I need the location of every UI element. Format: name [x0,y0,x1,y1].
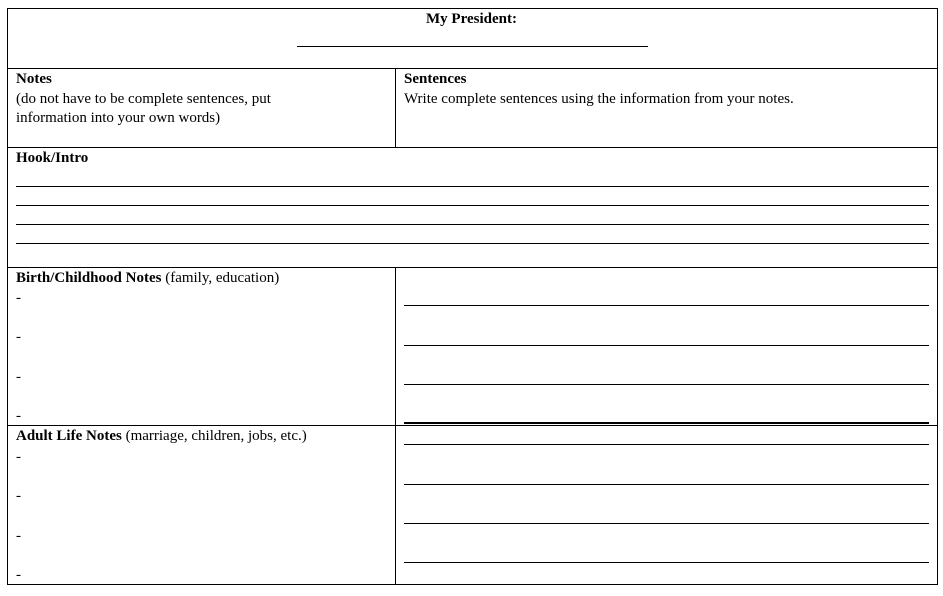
adult-bullet: - [16,449,21,465]
adult-sentence-line[interactable] [404,523,929,524]
adult-bullet: - [16,488,21,504]
sentences-description: Write complete sentences using the information from your notes. [404,91,794,107]
notes-heading: Notes [16,71,52,87]
adult-sentence-line[interactable] [404,484,929,485]
birth-sentence-line[interactable] [404,305,929,306]
birth-sentence-line[interactable] [404,384,929,385]
birth-sentence-line[interactable] [404,345,929,346]
notes-description-1: (do not have to be complete sentences, put [16,91,271,107]
hook-writing-line[interactable] [16,243,929,244]
column-divider [395,68,396,147]
birth-bullet: - [16,290,21,306]
birth-bullet: - [16,369,21,385]
birth-hint: (family, education) [165,270,280,286]
row-divider [7,147,938,148]
adult-heading [16,427,307,445]
hook-writing-line[interactable] [16,186,929,187]
birth-heading [16,269,279,287]
birth-sentence-line[interactable] [404,422,929,424]
notes-description-2: information into your own words) [16,110,221,126]
president-name-line[interactable] [297,46,648,47]
birth-bullet: - [16,408,21,424]
hook-heading: Hook/Intro [16,150,89,166]
birth-bullet: - [16,329,21,345]
row-divider [7,425,938,426]
adult-sentence-line[interactable] [404,562,929,563]
column-divider [395,267,396,585]
row-divider [7,68,938,69]
adult-bullet: - [16,528,21,544]
page-title: My President: [426,11,517,27]
hook-writing-line[interactable] [16,224,929,225]
adult-bullet: - [16,567,21,583]
adult-title: Adult Life Notes [16,428,122,444]
adult-sentence-line[interactable] [404,444,929,445]
row-divider [7,267,938,268]
adult-hint: (marriage, children, jobs, etc.) [125,428,307,444]
sentences-heading: Sentences [404,71,467,87]
hook-writing-line[interactable] [16,205,929,206]
birth-title: Birth/Childhood Notes [16,270,162,286]
